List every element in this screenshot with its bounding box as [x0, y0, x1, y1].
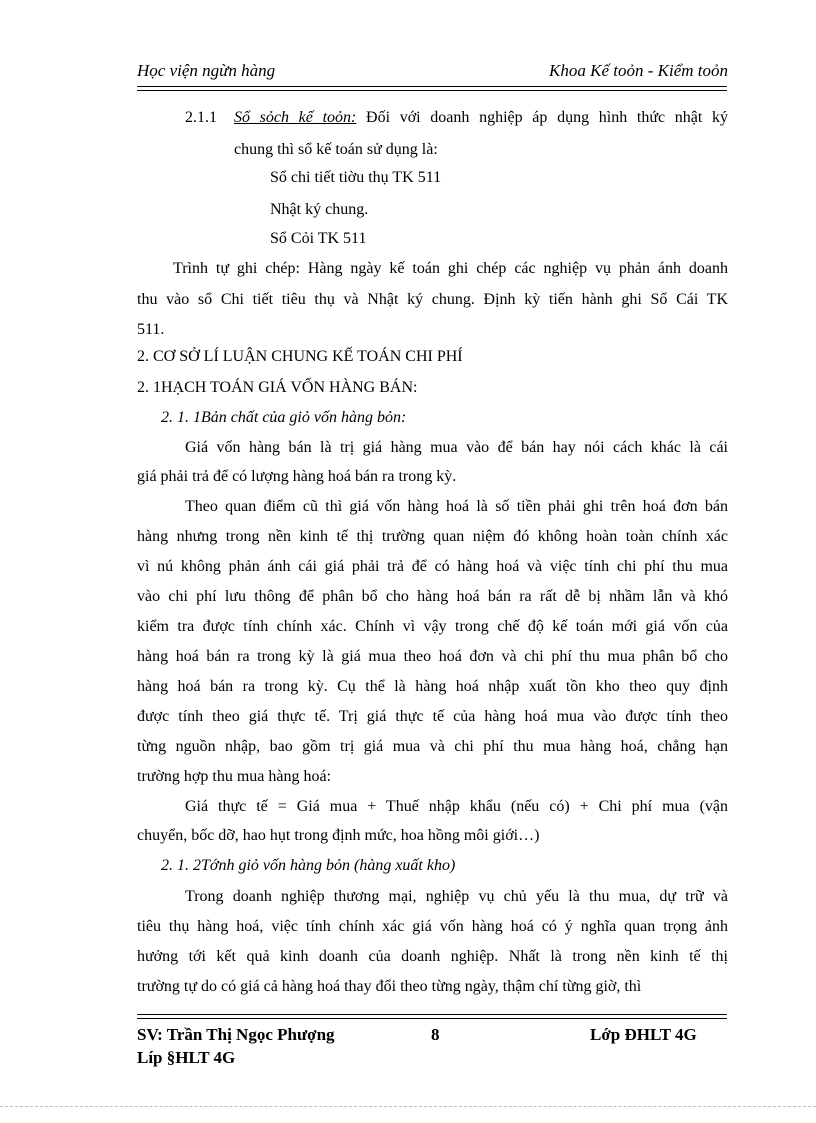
paragraph-line: hưởng tới kết quả kinh doanh của doanh nghiệp. Nhất là trong nền kinh tế thị	[137, 948, 728, 965]
section-intro-cont: chung thì sổ kế toán sử dụng là:	[234, 141, 438, 158]
paragraph-line: kiểm tra được tính chính xác. Chính vì vậy trong chế độ kế toán mới giá vốn của	[137, 618, 728, 635]
paragraph-line: trường hợp thu mua hàng hoá:	[137, 768, 332, 785]
paragraph-line: trường tự do có giá cả hàng hoá thay đổi theo từng ngày, thậm chí từng giờ, thì	[137, 978, 642, 995]
footer-student: SV: Trần Thị Ngọc Phượng	[137, 1025, 335, 1044]
paragraph-line: được tính theo giá thực tế. Trị giá thực tế của hàng hoá mua vào được tính theo	[137, 708, 728, 725]
footer-page-number: 8	[431, 1025, 440, 1044]
procedure-line: Trình tự ghi chép: Hàng ngày kế toán ghi chép các nghiệp vụ phản ánh doanh	[173, 260, 728, 277]
section-title: Sổ sỏch kế toỏn:	[234, 109, 357, 126]
formula-line: chuyển, bốc dỡ, hao hụt trong định mức, hoa hồng môi giới…)	[137, 827, 540, 844]
paragraph-line: Trong doanh nghiệp thương mại, nghiệp vụ chủ yếu là thu mua, dự trữ và	[185, 888, 728, 905]
footer-class: Lớp ĐHLT 4G	[590, 1025, 697, 1044]
header-rule-bottom	[137, 90, 727, 91]
paragraph-line: giá phải trả để có lượng hàng hoá bán ra trong kỳ.	[137, 468, 457, 485]
paragraph-line: từng nguồn nhập, bao gồm trị giá mua và chi phí thu mua hàng hoá, chẳng hạn	[137, 738, 728, 755]
header-rule-top	[137, 86, 727, 87]
paragraph-line: vì nú không phản ánh cái giá phải trả để có hàng hoá và việc tính chi phí thu mua	[137, 558, 728, 575]
book-item: Sổ chi tiết tiờu thụ TK 511	[270, 169, 442, 186]
paragraph-line: vào chi phí lưu thông để phân bổ cho hàng hoá bán ra rất dễ bị nhầm lẫn và khó	[137, 588, 728, 605]
formula-line: Giá thực tế = Giá mua + Thuế nhập khẩu (nếu có) + Chi phí mua (vận	[185, 798, 728, 815]
footer-rule-top	[137, 1014, 727, 1015]
section-number: 2.1.1	[185, 109, 217, 126]
footer-class-legacy: Líp §HLT 4G	[137, 1048, 236, 1067]
header-faculty: Khoa Kế toỏn - Kiểm toỏn	[549, 61, 728, 80]
paragraph-line: hàng hoá bán ra trong kỳ là giá mua theo hoá đơn và chi phí thu mua phân bổ cho	[137, 648, 728, 665]
paragraph-line: hàng hoá bán ra trong kỳ. Cụ thể là hàng hoá nhập xuất tồn kho theo quy định	[137, 678, 728, 695]
procedure-line: 511.	[137, 321, 165, 338]
heading-2-1-1: 2. 1. 1Bản chất của giỏ vốn hàng bỏn:	[161, 409, 407, 426]
heading-2-1: 2. 1HẠCH TOÁN GIÁ VỐN HÀNG BÁN:	[137, 379, 418, 396]
paragraph-line: Giá vốn hàng bán là trị giá hàng mua vào để bán hay nói cách khác là cái	[185, 439, 728, 456]
paragraph-line: hàng nhưng trong nền kinh tế thị trường quan niệm đó không hoàn toàn chính xác	[137, 528, 728, 545]
section-2-1-1-line	[234, 108, 728, 128]
section-intro: Đối với doanh nghiệp áp dụng hình thức nhật ký	[366, 109, 728, 126]
page-break-line	[0, 1106, 816, 1107]
paragraph-line: tiêu thụ hàng hoá, việc tính chính xác giá vốn hàng hoá có ý nghĩa quan trọng ảnh	[137, 918, 728, 935]
header-institution: Học viện ngừn hàng	[137, 61, 276, 80]
paragraph-line: Theo quan điểm cũ thì giá vốn hàng hoá là số tiền phải ghi trên hoá đơn bán	[185, 498, 728, 515]
book-item: Sổ Cỏi TK 511	[270, 230, 367, 247]
procedure-line: thu vào sổ Chi tiết tiêu thụ và Nhật ký chung. Định kỳ tiến hành ghi Sổ Cái TK	[137, 291, 728, 308]
heading-2-1-2: 2. 1. 2Tớnh giỏ vốn hàng bỏn (hàng xuất kho)	[161, 857, 456, 874]
footer-rule-bottom	[137, 1018, 727, 1019]
book-item: Nhật ký chung.	[270, 201, 369, 218]
heading-2: 2. CƠ SỞ LÍ LUẬN CHUNG KẾ TOÁN CHI PHÍ	[137, 348, 463, 365]
